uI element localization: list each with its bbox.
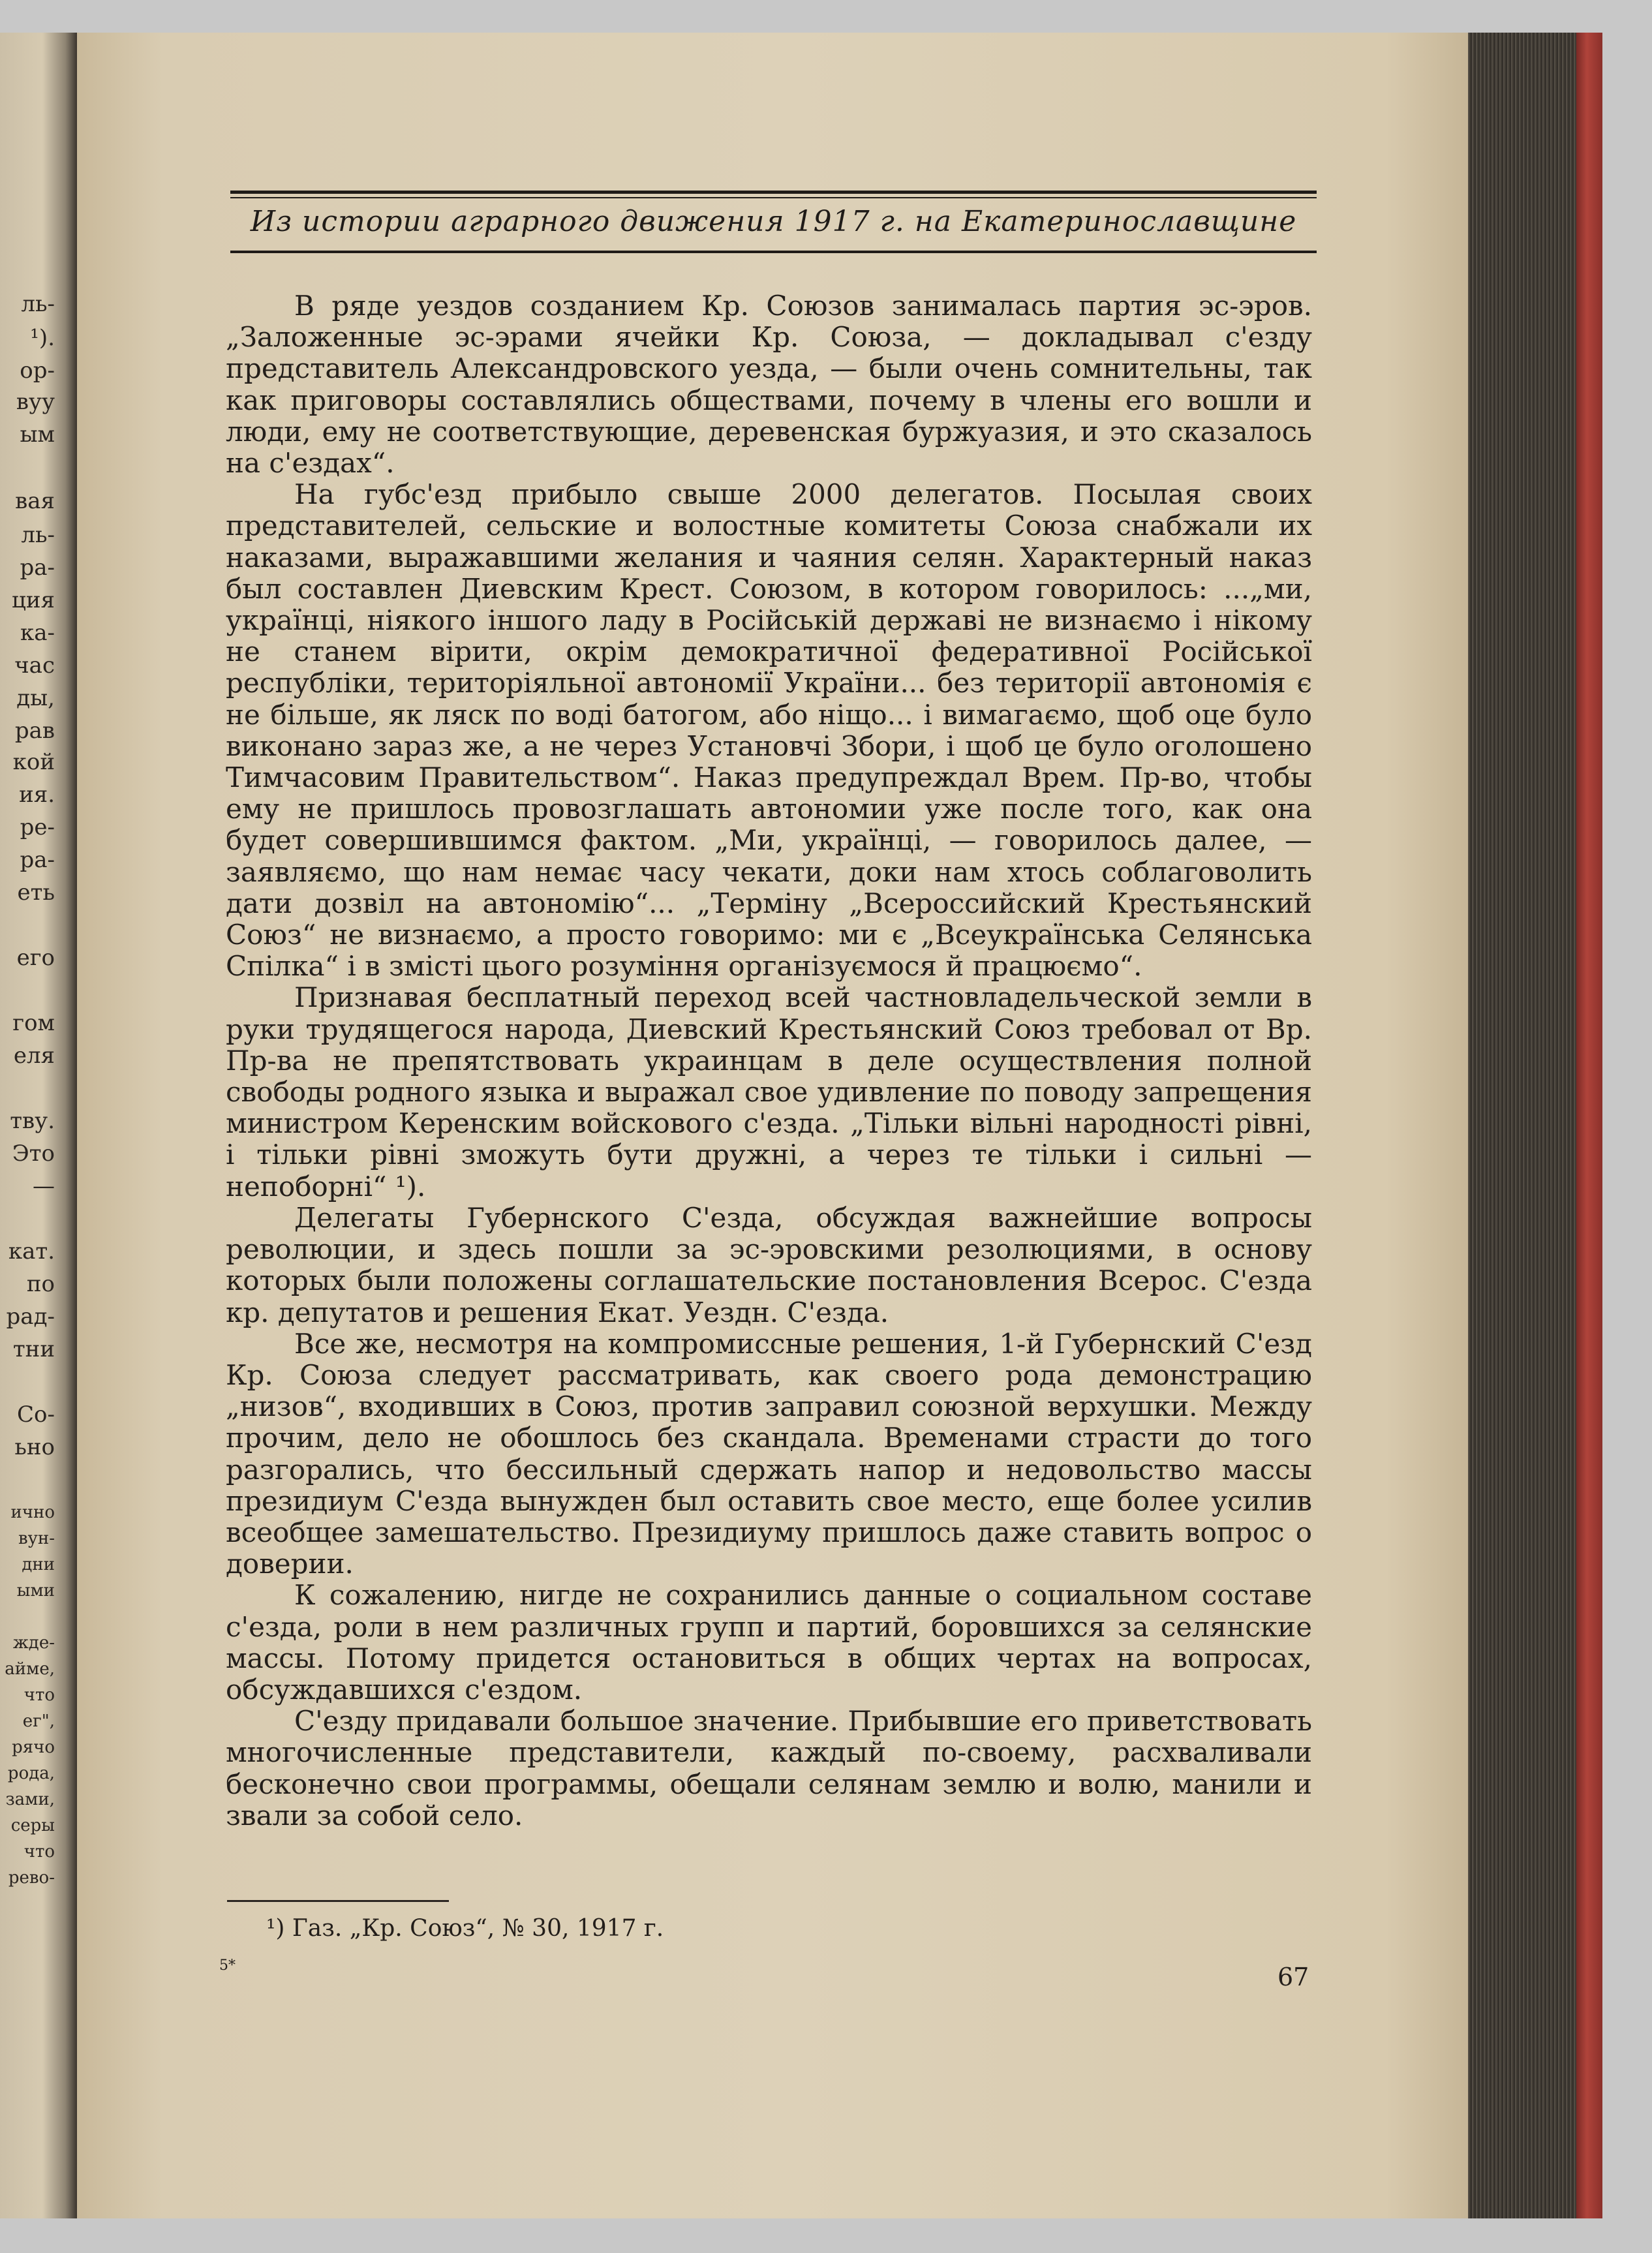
left-page-fragment: ично — [10, 1503, 55, 1522]
left-page-fragment: ль- — [21, 291, 55, 317]
left-page-fragment: еть — [17, 880, 55, 906]
left-page-fragment: ль- — [21, 522, 55, 548]
paragraph: К сожалению, нигде не сохранились данные о социальном составе с'езда, роли в нем различных групп и партий, боровшихся за селянские массы. Потому придется остановиться в общих чертах на вопросах, обсуждавшихся с'ездом. — [226, 1579, 1312, 1706]
book-scan — [0, 33, 1602, 2218]
left-page-fragment: его — [16, 945, 55, 971]
left-page-fragment: ым — [20, 421, 55, 448]
left-page-fragment: ег", — [22, 1711, 55, 1731]
left-page-fragment: что — [23, 1842, 55, 1862]
left-page-fragment: рода, — [7, 1764, 55, 1783]
left-page-fragment: рад- — [6, 1304, 55, 1330]
left-page-fragment: ды, — [16, 685, 55, 711]
paragraph: Все же, несмотря на компромиссные решения, 1-й Губернский С'езд Кр. Союза следует рассматривать, как своего рода демонстрацию „низов“, входивших в Союз, против заправил союзной верхушки. Между прочим, дело не обошлось без скандала. Временами страсти до того разгорались, что бессильный сдержать напор и недовольство массы президиум С'езда вынужден был оставить свое место, еще более усилив всеобщее замешательство. Президиуму пришлось даже ставить вопрос о доверии. — [226, 1327, 1312, 1580]
left-page-fragment: кат. — [8, 1238, 55, 1264]
left-page-fragment: ре- — [20, 814, 55, 840]
left-page-fragment: ор- — [20, 358, 55, 384]
running-header: Из истории аграрного движения 1917 г. на Екатеринославщине — [250, 205, 1297, 238]
page-number: 67 — [1277, 1963, 1309, 1991]
left-page-fragment: — — [33, 1173, 55, 1199]
left-page-fragment: вая — [15, 488, 55, 514]
paragraph: В ряде уездов созданием Кр. Союзов занималась партия эс-эров. „Заложенные эс-эрами ячейки Кр. Союза, — докладывал с'езду представитель Александровского уезда, — были очень сомнительны, так как приговоры составлялись обществами, почему в члены его вошли и люди, ему не соответствующие, деревенская буржуазия, и это сказалось на с'ездах“. — [226, 290, 1312, 480]
book-page — [77, 33, 1499, 2218]
left-page-fragment: ра- — [20, 847, 55, 873]
left-page-fragment: час — [14, 652, 55, 679]
paragraph: С'езду придавали большое значение. Прибывшие его приветствовать многочисленные представители, каждый по-своему, расхваливали бесконечно свои программы, обещали селянам землю и волю, манили и звали за собой село. — [226, 1705, 1312, 1832]
book-fore-edge — [1468, 33, 1602, 2218]
left-page-fragment: ия. — [19, 782, 55, 808]
left-page-fragment: вуу — [16, 389, 55, 415]
left-page-fragment: тни — [12, 1336, 55, 1362]
body-text — [226, 290, 1312, 1832]
header-rule-top — [230, 191, 1317, 194]
header-rule-top-thin — [230, 197, 1317, 198]
left-page-fragment: дни — [22, 1555, 55, 1574]
printer-signature-mark: 5* — [219, 1957, 236, 1974]
left-page-fragment: вун- — [18, 1529, 55, 1548]
left-page-fragment: серы — [10, 1816, 55, 1835]
left-page-fragment: айме, — [5, 1659, 55, 1679]
left-page-fragment: кой — [12, 749, 55, 775]
footnote-rule — [227, 1900, 449, 1902]
left-page-fragment: ция — [12, 587, 55, 613]
paragraph: Признавая бесплатный переход всей частновладельческой земли в руки трудящегося народа, Диевский Крестьянский Союз требовал от Вр. Пр-ва не препятствовать украинцам в деле осуществления полной свободы родного языка и выражал свое удивление по поводу запрещения министром Керенским войскового с'езда. „Тільки вільні народності рівні, і тільки рівні зможуть бути дружні, а через те тільки і сильні — непоборні“ ¹). — [226, 981, 1312, 1203]
paragraph: Делегаты Губернского С'езда, обсуждая важнейшие вопросы революции, и здесь пошли за эс-эровскими резолюциями, в основу которых были положены соглашательские постановления Всерос. С'езда кр. депутатов и решения Екат. Уездн. С'езда. — [226, 1201, 1312, 1328]
left-page-fragment: что — [23, 1685, 55, 1705]
left-page-fragment: Со- — [17, 1402, 55, 1428]
paragraph: На губс'езд прибыло свыше 2000 делегатов. Посылая своих представителей, сельские и волостные комитеты Союза снабжали их наказами, выражавшими желания и чаяния селян. Характерный наказ был составлен Диевским Крест. Союзом, в котором говорилось: ...„ми, українці, ніякого іншого ладу в Російській державі не визнаємо і нікому не станем вірити, окрім демократичної федеративної Російської республіки, територіяльної автономії України... без території автономія є не більше, як ляск по воді батогом, або ніщо... і вимагаємо, щоб оце було виконано зараз же, а не через Установчі Збори, і щоб це було оголошено Тимчасовим Правительством“. Наказ предупреждал Врем. Пр-во, чтобы ему не пришлось провозглашать автономии уже после того, как она будет совершившимся фактом. „Ми, українці, — говорилось далее, — заявляємо, що нам немає часу чекати, доки нам хтось соблаговолить дати дозвіл на автономію“... „Терміну „Всероссийский Крестьянский Союз“ не визнаємо, а просто говоримо: ми є „Всеукраїнська Селянська Спілка“ і в змісті цього розуміння організуємося й працюємо“. — [226, 478, 1312, 983]
left-page-fragment: рячо — [12, 1738, 55, 1757]
left-page-fragment: жде- — [12, 1633, 55, 1653]
left-page-fragment: ка- — [20, 620, 55, 646]
left-page-fragment: рав — [14, 718, 55, 744]
footnote: ¹) Газ. „Кр. Союз“, № 30, 1917 г. — [266, 1915, 664, 1942]
left-page-fragment: ьно — [14, 1434, 55, 1460]
left-page-fragment: рево- — [8, 1868, 55, 1888]
left-page-fragment: еля — [13, 1043, 55, 1069]
left-page-fragment: гом — [12, 1010, 55, 1036]
left-page-fragment: ¹). — [30, 325, 55, 351]
left-page-text-fragments — [0, 33, 65, 2218]
left-page-fragment: Это — [12, 1141, 55, 1167]
left-page-fragment: зами, — [5, 1790, 55, 1809]
header-rule-bottom — [230, 251, 1317, 253]
left-page-fragment: тву. — [10, 1108, 55, 1134]
left-page-fragment: ра- — [20, 555, 55, 581]
left-page-fragment: по — [26, 1271, 55, 1297]
left-page-fragment: ыми — [16, 1581, 55, 1601]
book-fore-edge-red — [1576, 33, 1602, 2218]
